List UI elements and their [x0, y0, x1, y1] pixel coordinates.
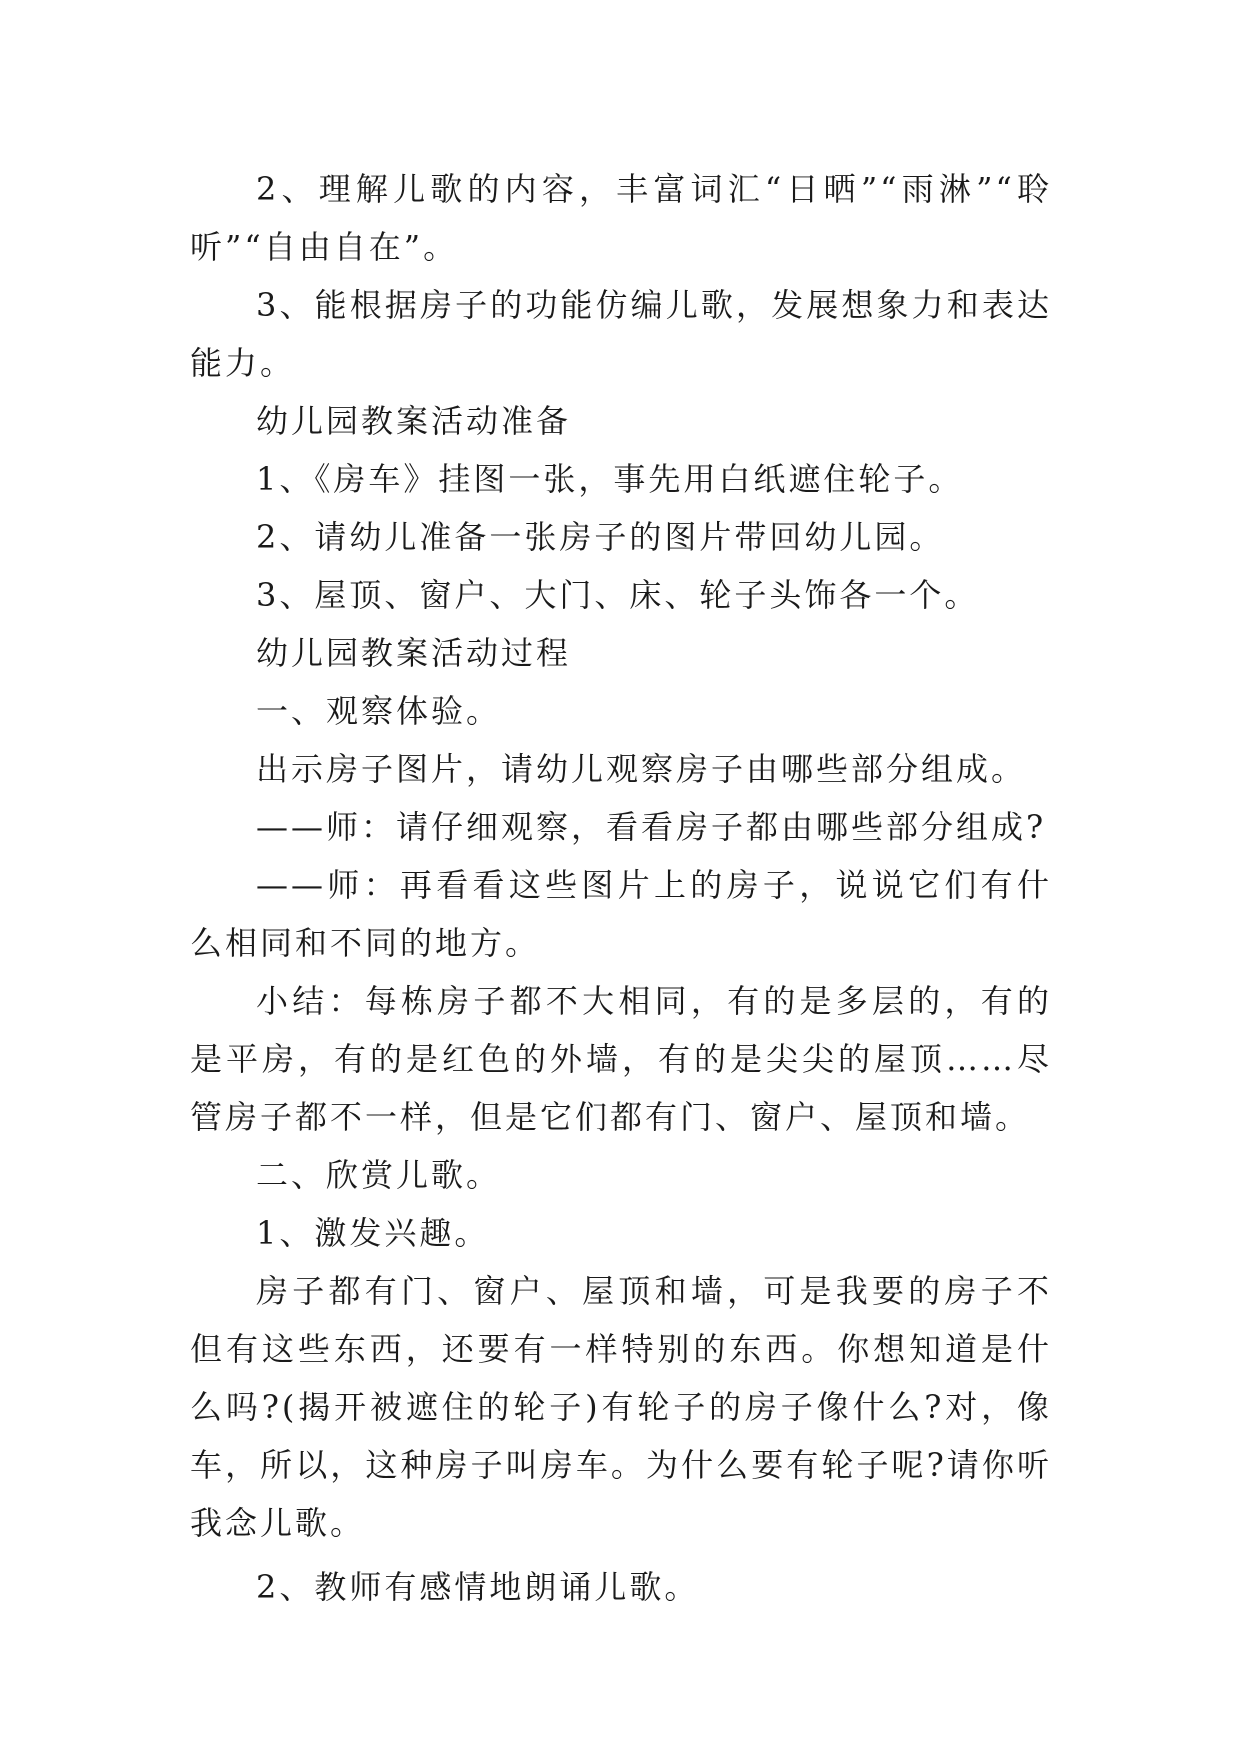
document-body	[190, 160, 1052, 1616]
paragraph-teacher-question-2: ——师：再看看这些图片上的房子，说说它们有什么相同和不同的地方。	[190, 866, 1052, 962]
paragraph-preparation-1: 1、《房车》挂图一张，事先用白纸遮住轮子。	[256, 460, 964, 498]
heading-observe: 一、观察体验。	[256, 692, 502, 730]
paragraph-objective-2: 2、理解儿歌的内容，丰富词汇“日晒”“雨淋”“聆听”“自由自在”。	[190, 170, 1052, 266]
heading-preparation: 幼儿园教案活动准备	[256, 402, 572, 440]
heading-process: 幼儿园教案活动过程	[256, 634, 572, 672]
paragraph-show-pictures: 出示房子图片，请幼儿观察房子由哪些部分组成。	[256, 750, 1027, 788]
heading-interest: 1、激发兴趣。	[256, 1214, 490, 1252]
paragraph-objective-3: 3、能根据房子的功能仿编儿歌，发展想象力和表达能力。	[190, 286, 1052, 382]
paragraph-teacher-question-1: ——师：请仔细观察，看看房子都由哪些部分组成?	[256, 808, 1047, 846]
paragraph-interest: 房子都有门、窗户、屋顶和墙，可是我要的房子不但有这些东西，还要有一样特别的东西。你想知道是什么吗?(揭开被遮住的轮子)有轮子的房子像什么?对，像车，所以，这种房子叫房车。为什么要有轮子呢?请你听我念儿歌。	[190, 1272, 1052, 1542]
paragraph-summary: 小结：每栋房子都不大相同，有的是多层的，有的是平房，有的是红色的外墙，有的是尖尖的屋顶……尽管房子都不一样，但是它们都有门、窗户、屋顶和墙。	[190, 982, 1052, 1136]
paragraph-preparation-2: 2、请幼儿准备一张房子的图片带回幼儿园。	[256, 518, 945, 556]
paragraph-preparation-3: 3、屋顶、窗户、大门、床、轮子头饰各一个。	[256, 576, 980, 614]
paragraph-recite: 2、教师有感情地朗诵儿歌。	[256, 1568, 700, 1606]
heading-appreciate: 二、欣赏儿歌。	[256, 1156, 502, 1194]
